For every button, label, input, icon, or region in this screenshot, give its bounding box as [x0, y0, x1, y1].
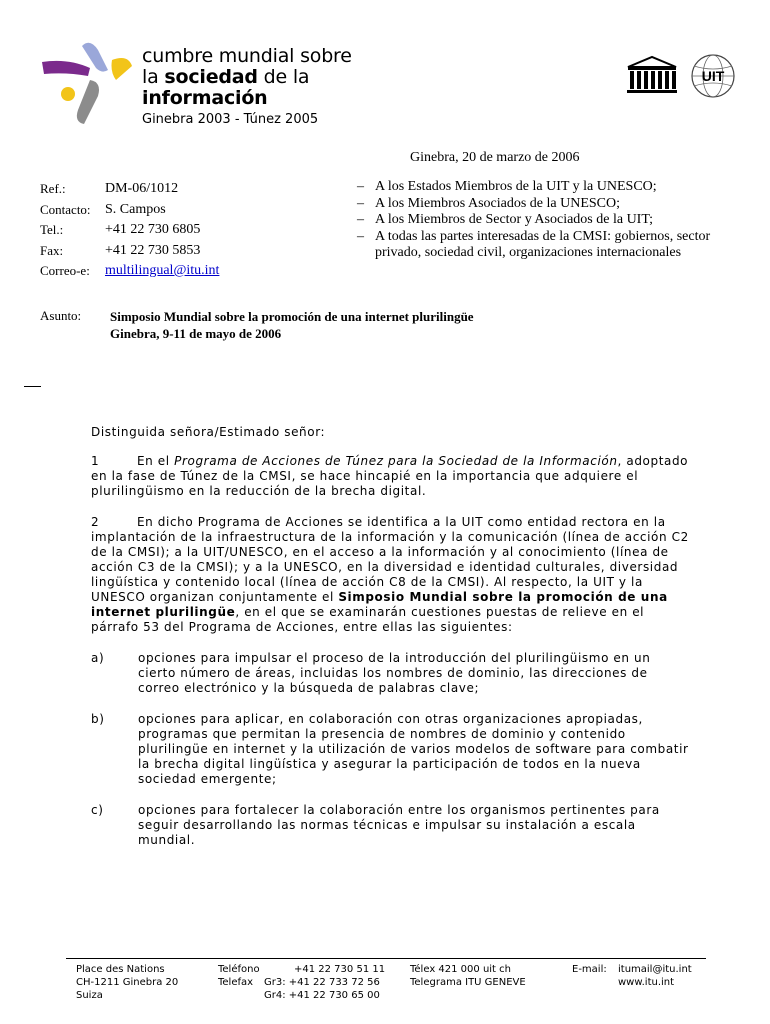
margin-dash: [24, 386, 41, 387]
footer-address: Place des Nations CH-1211 Ginebra 20 Suiza: [76, 964, 179, 1001]
paragraph-1: 1 En el Programa de Acciones de Túnez para la Sociedad de la Información, adoptado en la fase de Túnez de la CMSI, se hace hincapié en la importancia que adquiere el plurilingüismo en la reducción de la brecha digital.: [91, 454, 689, 498]
unesco-logo-icon: [624, 55, 680, 95]
meta-row-email: Correo-e: multilingual@itu.int: [40, 261, 219, 282]
subject-block: [40, 308, 474, 342]
footer-web-link[interactable]: www.itu.int: [618, 977, 675, 988]
footer-email-link[interactable]: itumail@itu.int: [618, 964, 692, 975]
uit-logo-icon: [688, 52, 738, 100]
meta-row-contact: Contacto: S. Campos: [40, 201, 166, 217]
list-item: c) opciones para fortalecer la colaboración entre los organismos pertinentes para seguir desarrollando las normas técnicas e impulsar su instalación a escala mundial.: [91, 803, 660, 847]
subject-text: Simposio Mundial sobre la promoción de una internet plurilingüe Ginebra, 9-11 de mayo de 2006: [110, 309, 474, 341]
recipient-item: – A los Miembros Asociados de la UNESCO;: [357, 195, 620, 211]
email-link[interactable]: multilingual@itu.int: [105, 263, 220, 278]
footer-phones: Teléfono +41 22 730 51 11 Telefax Gr3: +41 22 733 72 56 Gr4: +41 22 730 65 00: [218, 964, 386, 1001]
options-list: [91, 651, 691, 848]
meta-row-tel: Tel.: +41 22 730 6805: [40, 222, 201, 237]
footer-telex: Télex 421 000 uit ch Telegrama ITU GENEVE: [410, 964, 526, 988]
recipient-item: – A todas las partes interesadas de la CMSI: gobiernos, sector privado, sociedad civil, organizaciones internacionales: [357, 228, 711, 260]
meta-row-ref: Ref.: DM-06/1012: [40, 181, 179, 196]
footer-divider: [66, 958, 706, 959]
wsis-logo: [38, 32, 418, 127]
recipient-item: – A los Estados Miembros de la UIT y la UNESCO;: [357, 179, 657, 194]
logo-line-2: la sociedad de la información: [142, 66, 310, 109]
paragraph-2: 2 En dicho Programa de Acciones se identifica a la UIT como entidad rectora en la implantación de la infraestructura de la información y la comunicación (línea de acción C2 de la CMSI); a la UIT/UNESCO, en el acceso a la información y al conocimiento (línea de acción C3 de la CMSI); y a la UNESCO, en la diversidad e identidad culturales, diversidad lingüística y contenido local (línea de acción C8 de la CMSI). Al respecto, la UIT y la UNESCO organizan conjuntamente el Simposio Mundial sobre la promoción de una internet plurilingüe, en el que se examinarán cuestiones puestas de relieve en el párrafo 53 del Programa de Acciones, entre ellas las siguientes:: [91, 515, 689, 634]
meta-row-fax: Fax: +41 22 730 5853: [40, 242, 201, 258]
footer-contact: E-mail: itumail@itu.int www.itu.int: [572, 964, 692, 988]
list-item: b) opciones para aplicar, en colaboración con otras organizaciones apropiadas, programas que permitan la presencia de nombres de dominio y contenido plurilingüe en internet y la utilización de varios modelos de software para combatir la brecha digital lingüística y asegurar la participación de todos en la nueva sociedad emergente;: [91, 712, 689, 786]
letter-body: [91, 425, 691, 864]
logo-line-3: Ginebra 2003 - Túnez 2005: [142, 112, 319, 127]
letter-date: Ginebra, 20 de marzo de 2006: [410, 150, 580, 165]
wsis-figure-icon: [38, 36, 138, 126]
wsis-logo-text: [142, 46, 418, 129]
salutation: Distinguida señora/Estimado señor:: [91, 425, 326, 439]
reference-block: [40, 179, 219, 282]
subject-label: Asunto:: [40, 308, 82, 323]
list-item: a) opciones para impulsar el proceso de la introducción del plurilingüismo en un cierto número de áreas, incluidas los nombres de dominio, las direcciones de correo electrónico y la búsqueda de palabras clave;: [91, 651, 651, 695]
recipients-list: [357, 179, 717, 262]
logo-line-1: cumbre mundial sobre: [142, 45, 352, 67]
svg-text:UIT: UIT: [701, 68, 725, 84]
recipient-item: – A los Miembros de Sector y Asociados de la UIT;: [357, 212, 654, 227]
